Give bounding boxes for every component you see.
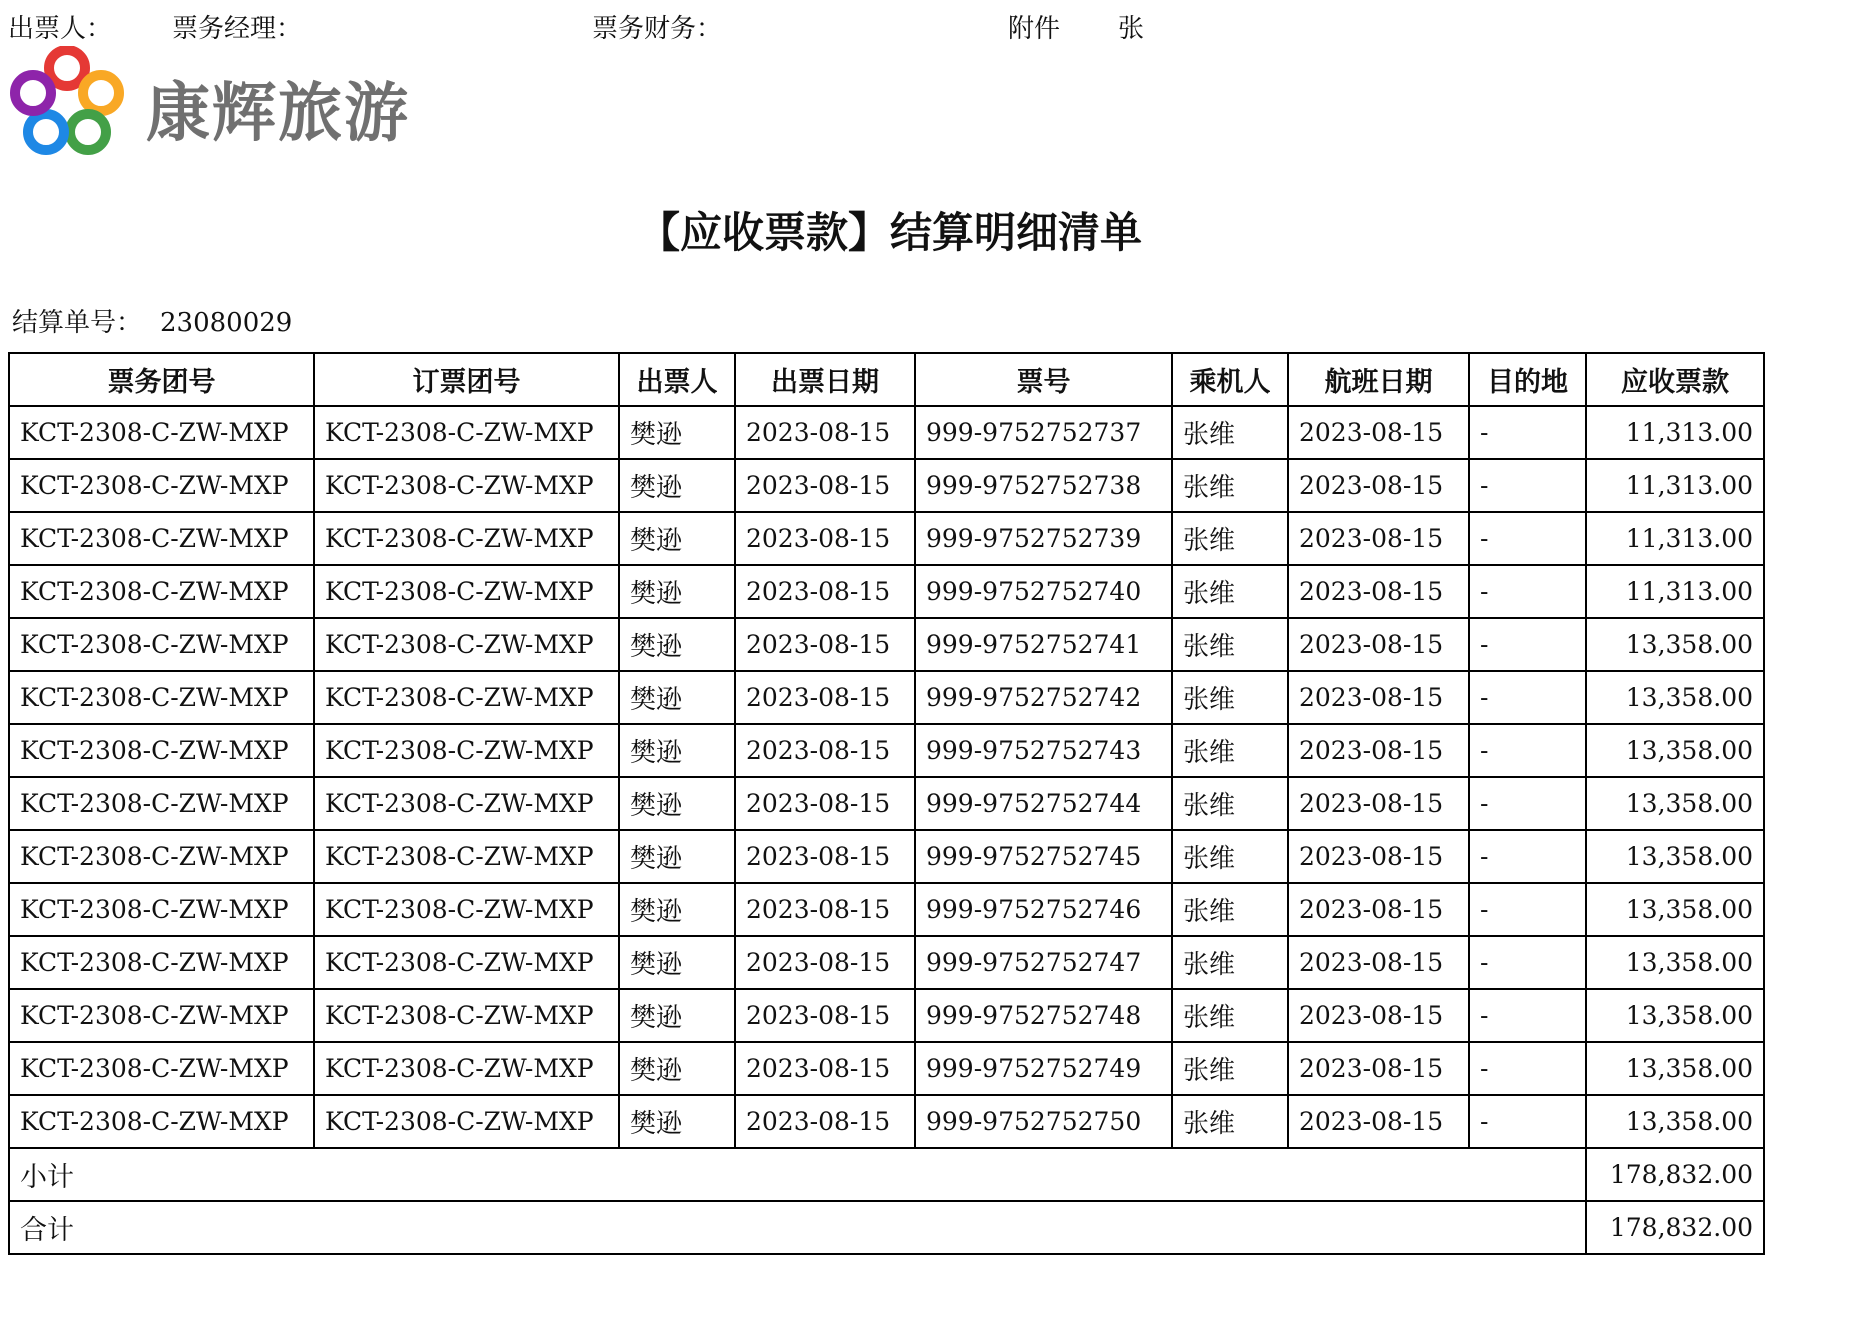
table-cell: KCT-2308-C-ZW-MXP: [314, 989, 619, 1042]
table-row: [9, 883, 1764, 936]
settlement-number-value: 23080029: [160, 308, 293, 338]
table-cell: KCT-2308-C-ZW-MXP: [9, 1095, 314, 1148]
table-cell: 11,313.00: [1586, 565, 1764, 618]
document-title: 【应收票款】结算明细清单: [637, 208, 1142, 257]
table-cell: 13,358.00: [1586, 936, 1764, 989]
table-cell: 13,358.00: [1586, 830, 1764, 883]
table-row: [9, 724, 1764, 777]
table-row: [9, 936, 1764, 989]
table-cell: KCT-2308-C-ZW-MXP: [9, 565, 314, 618]
table-cell: 张维: [1172, 618, 1288, 671]
table-cell: KCT-2308-C-ZW-MXP: [314, 777, 619, 830]
table-cell: 2023-08-15: [1288, 1095, 1469, 1148]
table-cell: 999-9752752750: [915, 1095, 1172, 1148]
table-cell: KCT-2308-C-ZW-MXP: [9, 777, 314, 830]
table-cell: 2023-08-15: [735, 671, 915, 724]
table-cell: 樊逊: [619, 1042, 735, 1095]
finance-label: 票务财务：: [592, 14, 723, 44]
table-cell: 2023-08-15: [735, 936, 915, 989]
table-cell: 2023-08-15: [1288, 989, 1469, 1042]
table-cell: 张维: [1172, 459, 1288, 512]
table-cell: 2023-08-15: [735, 1042, 915, 1095]
column-header: 出票人: [619, 353, 735, 406]
table-cell: 13,358.00: [1586, 1042, 1764, 1095]
table-cell: 13,358.00: [1586, 777, 1764, 830]
table-cell: 13,358.00: [1586, 989, 1764, 1042]
settlement-number: [12, 302, 292, 339]
table-cell: 11,313.00: [1586, 406, 1764, 459]
table-cell: -: [1469, 671, 1586, 724]
table-cell: 11,313.00: [1586, 459, 1764, 512]
table-cell: 999-9752752745: [915, 830, 1172, 883]
table-cell: 樊逊: [619, 671, 735, 724]
column-header: 应收票款: [1586, 353, 1764, 406]
logo-text: 康辉旅游: [146, 77, 410, 151]
table-cell: 999-9752752741: [915, 618, 1172, 671]
table-row: [9, 618, 1764, 671]
table-cell: -: [1469, 1095, 1586, 1148]
table-cell: KCT-2308-C-ZW-MXP: [9, 724, 314, 777]
table-cell: 2023-08-15: [1288, 1042, 1469, 1095]
table-cell: 张维: [1172, 1095, 1288, 1148]
table-cell: 11,313.00: [1586, 512, 1764, 565]
table-cell: 2023-08-15: [1288, 406, 1469, 459]
table-cell: KCT-2308-C-ZW-MXP: [314, 406, 619, 459]
table-cell: 13,358.00: [1586, 724, 1764, 777]
table-cell: 2023-08-15: [1288, 565, 1469, 618]
table-cell: -: [1469, 724, 1586, 777]
total-value: 178,832.00: [1586, 1201, 1764, 1254]
table-cell: 樊逊: [619, 830, 735, 883]
table-cell: 2023-08-15: [735, 1095, 915, 1148]
table-cell: -: [1469, 830, 1586, 883]
table-cell: 2023-08-15: [1288, 936, 1469, 989]
table-cell: KCT-2308-C-ZW-MXP: [9, 883, 314, 936]
subtotal-label: 小计: [9, 1148, 1586, 1201]
table-cell: KCT-2308-C-ZW-MXP: [314, 1042, 619, 1095]
table-cell: 张维: [1172, 406, 1288, 459]
table-cell: KCT-2308-C-ZW-MXP: [314, 830, 619, 883]
company-logo: [8, 46, 428, 156]
table-cell: KCT-2308-C-ZW-MXP: [314, 565, 619, 618]
table-cell: 2023-08-15: [1288, 512, 1469, 565]
table-row: [9, 512, 1764, 565]
table-cell: -: [1469, 777, 1586, 830]
table-cell: 张维: [1172, 512, 1288, 565]
table-cell: 2023-08-15: [735, 777, 915, 830]
column-header: 订票团号: [314, 353, 619, 406]
table-row: [9, 830, 1764, 883]
table-cell: 2023-08-15: [735, 830, 915, 883]
table-cell: 2023-08-15: [1288, 618, 1469, 671]
table-cell: -: [1469, 459, 1586, 512]
table-cell: 2023-08-15: [1288, 883, 1469, 936]
table-cell: 13,358.00: [1586, 883, 1764, 936]
table-cell: 999-9752752746: [915, 883, 1172, 936]
table-cell: 张维: [1172, 989, 1288, 1042]
table-cell: KCT-2308-C-ZW-MXP: [9, 936, 314, 989]
table-cell: 999-9752752744: [915, 777, 1172, 830]
issuer-label: 出票人：: [8, 14, 113, 44]
table-cell: 张维: [1172, 883, 1288, 936]
attachment-label: 附件: [1008, 14, 1061, 44]
table-cell: 2023-08-15: [1288, 724, 1469, 777]
subtotal-value: 178,832.00: [1586, 1148, 1764, 1201]
table-cell: 999-9752752738: [915, 459, 1172, 512]
table-cell: 张维: [1172, 936, 1288, 989]
table-cell: KCT-2308-C-ZW-MXP: [9, 618, 314, 671]
table-cell: 张维: [1172, 1042, 1288, 1095]
total-row: [9, 1201, 1764, 1254]
settlement-table: [8, 352, 1765, 1255]
table-cell: 13,358.00: [1586, 1095, 1764, 1148]
table-cell: 999-9752752748: [915, 989, 1172, 1042]
table-cell: 2023-08-15: [1288, 777, 1469, 830]
table-cell: 999-9752752749: [915, 1042, 1172, 1095]
table-cell: -: [1469, 618, 1586, 671]
column-header: 出票日期: [735, 353, 915, 406]
table-cell: 樊逊: [619, 777, 735, 830]
table-cell: -: [1469, 565, 1586, 618]
table-cell: 999-9752752740: [915, 565, 1172, 618]
column-header: 航班日期: [1288, 353, 1469, 406]
table-cell: 999-9752752747: [915, 936, 1172, 989]
table-cell: KCT-2308-C-ZW-MXP: [9, 989, 314, 1042]
table-cell: 张维: [1172, 724, 1288, 777]
table-cell: KCT-2308-C-ZW-MXP: [314, 512, 619, 565]
table-row: [9, 1095, 1764, 1148]
table-cell: KCT-2308-C-ZW-MXP: [9, 671, 314, 724]
table-cell: 2023-08-15: [735, 406, 915, 459]
table-row: [9, 671, 1764, 724]
table-cell: 张维: [1172, 830, 1288, 883]
table-cell: 樊逊: [619, 1095, 735, 1148]
table-cell: 2023-08-15: [1288, 671, 1469, 724]
table-cell: KCT-2308-C-ZW-MXP: [314, 618, 619, 671]
table-cell: KCT-2308-C-ZW-MXP: [9, 1042, 314, 1095]
table-cell: 张维: [1172, 565, 1288, 618]
table-cell: KCT-2308-C-ZW-MXP: [314, 1095, 619, 1148]
table-cell: KCT-2308-C-ZW-MXP: [314, 459, 619, 512]
table-cell: -: [1469, 1042, 1586, 1095]
table-cell: 张维: [1172, 777, 1288, 830]
table-cell: -: [1469, 883, 1586, 936]
table-cell: 2023-08-15: [735, 512, 915, 565]
table-cell: 13,358.00: [1586, 671, 1764, 724]
column-header: 乘机人: [1172, 353, 1288, 406]
table-cell: 樊逊: [619, 724, 735, 777]
table-cell: 2023-08-15: [735, 618, 915, 671]
table-cell: KCT-2308-C-ZW-MXP: [9, 459, 314, 512]
table-row: [9, 459, 1764, 512]
attachment-unit: 张: [1118, 14, 1145, 44]
table-cell: KCT-2308-C-ZW-MXP: [314, 671, 619, 724]
table-cell: 2023-08-15: [735, 989, 915, 1042]
table-cell: 樊逊: [619, 936, 735, 989]
table-cell: 樊逊: [619, 618, 735, 671]
table-cell: KCT-2308-C-ZW-MXP: [9, 406, 314, 459]
table-cell: 2023-08-15: [735, 459, 915, 512]
settlement-number-label: 结算单号：: [12, 308, 143, 338]
table-cell: 999-9752752742: [915, 671, 1172, 724]
table-cell: 2023-08-15: [1288, 830, 1469, 883]
table-cell: -: [1469, 512, 1586, 565]
table-cell: -: [1469, 989, 1586, 1042]
table-cell: 999-9752752743: [915, 724, 1172, 777]
table-cell: 2023-08-15: [735, 724, 915, 777]
table-cell: KCT-2308-C-ZW-MXP: [314, 724, 619, 777]
table-cell: 樊逊: [619, 565, 735, 618]
flower-logo-icon: [8, 46, 126, 156]
table-cell: 樊逊: [619, 989, 735, 1042]
table-header-row: [9, 353, 1764, 406]
table-cell: 张维: [1172, 671, 1288, 724]
table-cell: 2023-08-15: [735, 883, 915, 936]
column-header: 目的地: [1469, 353, 1586, 406]
table-cell: -: [1469, 936, 1586, 989]
column-header: 票号: [915, 353, 1172, 406]
column-header: 票务团号: [9, 353, 314, 406]
signature-row: [8, 8, 1208, 44]
table-cell: 13,358.00: [1586, 618, 1764, 671]
table-row: [9, 777, 1764, 830]
table-cell: 樊逊: [619, 406, 735, 459]
table-cell: 樊逊: [619, 512, 735, 565]
table-cell: 2023-08-15: [735, 565, 915, 618]
table-cell: 999-9752752737: [915, 406, 1172, 459]
subtotal-row: [9, 1148, 1764, 1201]
table-cell: 2023-08-15: [1288, 459, 1469, 512]
table-cell: KCT-2308-C-ZW-MXP: [314, 936, 619, 989]
table-cell: KCT-2308-C-ZW-MXP: [9, 512, 314, 565]
table-row: [9, 565, 1764, 618]
table-cell: 999-9752752739: [915, 512, 1172, 565]
total-label: 合计: [9, 1201, 1586, 1254]
table-cell: -: [1469, 406, 1586, 459]
table-cell: 樊逊: [619, 459, 735, 512]
table-row: [9, 989, 1764, 1042]
table-cell: KCT-2308-C-ZW-MXP: [314, 883, 619, 936]
table-row: [9, 1042, 1764, 1095]
table-row: [9, 406, 1764, 459]
table-cell: 樊逊: [619, 883, 735, 936]
manager-label: 票务经理：: [172, 14, 303, 44]
table-cell: KCT-2308-C-ZW-MXP: [9, 830, 314, 883]
